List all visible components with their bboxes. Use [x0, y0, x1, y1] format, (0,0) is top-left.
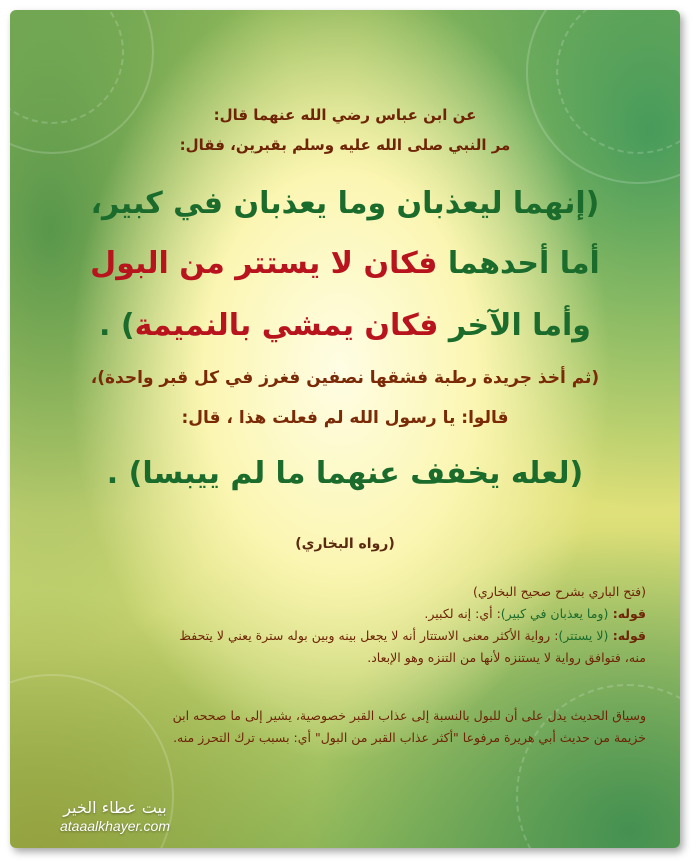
intro-line-2: مر النبي صلى الله عليه وسلم بقبرين، فقال: [179, 136, 511, 154]
commentary-q2-text: : رواية الأكثر معنى الاستتار أنه لا يجعل بينه وبين بوله سترة يعني لا يتحفظ [179, 628, 559, 643]
hadith-line-3-start: وأما الآخر [438, 308, 591, 343]
middle-line-2: قالوا: يا رسول الله لم فعلت هذا ، قال: [181, 408, 509, 428]
hadith-line-3-highlight: فكان يمشي بالنميمة [134, 308, 439, 343]
footer-url: ataaalkhayer.com [60, 818, 170, 834]
footer-site-name: بيت عطاء الخير [63, 798, 167, 817]
commentary-q2-label: قوله: [608, 628, 646, 643]
commentary-q1 [32, 606, 646, 621]
commentary-q2-quote: (لا يستتر) [558, 628, 609, 643]
hadith-line-2-start: أما أحدهما [437, 246, 600, 281]
commentary-paragraph-1: وسياق الحديث يدل على أن للبول بالنسبة إلى عذاب القبر خصوصية، يشير إلى ما صححه ابن [172, 708, 646, 723]
commentary-paragraph-2: خزيمة من حديث أبي هريرة مرفوعا "أكثر عذاب القبر من البول" أي: بسبب ترك التحرز منه. [173, 730, 646, 745]
middle-line-3: (لعله يخفف عنهما ما لم ييبسا) . [106, 456, 584, 491]
poster-card [10, 10, 680, 848]
commentary-q2 [32, 628, 646, 643]
commentary-q1-text: : أي: إنه لكبير. [424, 606, 501, 621]
middle-line-1: (ثم أخذ جريدة رطبة فشقها نصفين فغرز في كل قبر واحدة)، [90, 368, 600, 388]
hadith-line-1: (إنهما ليعذبان وما يعذبان في كبير، [90, 186, 600, 221]
hadith-line-2-highlight: فكان لا يستتر من البول [90, 246, 438, 281]
commentary-q1-quote: (وما يعذبان في كبير) [500, 606, 609, 621]
hadith-line-2 [50, 246, 640, 281]
commentary-q2-continued: منه، فتوافق رواية لا يستنزه لأنها من التنزه وهو الإبعاد. [367, 650, 646, 665]
commentary-ref: (فتح الباري بشرح صحيح البخاري) [472, 584, 646, 599]
hadith-line-3 [50, 308, 640, 343]
hadith-line-3-end: ) . [99, 308, 135, 343]
source-label: (رواه البخاري) [295, 536, 395, 552]
intro-line-1: عن ابن عباس رضي الله عنهما قال: [213, 106, 477, 124]
commentary-q1-label: قوله: [608, 606, 646, 621]
